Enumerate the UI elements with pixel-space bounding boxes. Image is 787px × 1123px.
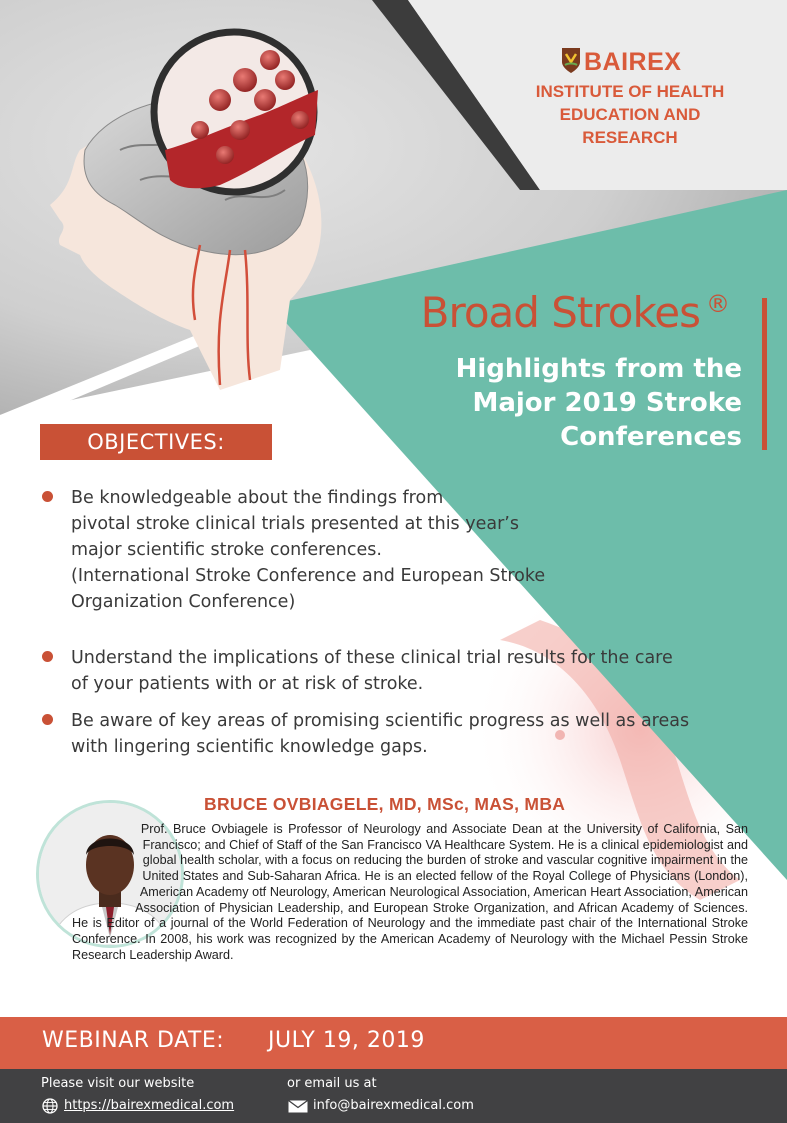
website-link[interactable]: https://bairexmedical.com — [64, 1098, 235, 1113]
website-label: Please visit our website — [41, 1076, 195, 1091]
objective-line: Organization Conference) — [71, 592, 296, 612]
envelope-icon — [288, 1100, 308, 1113]
objective-line: (International Stroke Conference and European Stroke — [71, 566, 546, 586]
brand-sub-line: INSTITUTE OF HEALTH — [535, 82, 725, 101]
subtitle-line: Highlights from the — [455, 354, 742, 384]
webinar-date: JULY 19, 2019 — [268, 1028, 425, 1053]
objective-line: Be knowledgeable about the findings from — [71, 488, 444, 508]
brand-sub-line: RESEARCH — [582, 128, 678, 147]
webinar-date-label: WEBINAR DATE: — [42, 1028, 225, 1053]
objective-line: Be aware of key areas of promising scientific progress as well as areas — [71, 711, 690, 731]
bairex-shield-logo — [560, 46, 582, 74]
objective-item — [71, 485, 545, 615]
objective-item — [71, 708, 689, 760]
objective-line: Understand the implications of these clinical trial results for the care — [71, 648, 673, 668]
objective-line: of your patients with or at risk of stroke. — [71, 674, 424, 694]
brand-name: BAIREX — [584, 48, 682, 76]
bullet-icon — [42, 491, 53, 502]
bullet-icon — [42, 714, 53, 725]
email-link[interactable]: info@bairexmedical.com — [313, 1098, 474, 1113]
objective-line: with lingering scientific knowledge gaps. — [71, 737, 428, 757]
email-label: or email us at — [287, 1076, 377, 1091]
subtitle-line: Conferences — [560, 422, 742, 452]
objective-line: pivotal stroke clinical trials presented at this year’s — [71, 514, 519, 534]
bullet-icon — [42, 651, 53, 662]
title-accent-bar — [762, 298, 767, 450]
speaker-bio-text: Prof. Bruce Ovbiagele is Professor of Neurology and Associate Dean at the University of California, San Francisco; and Chief of Staff of the San Francisco VA Healthcare System. He is a clinical epidemiologist and global health scholar, with a focus on reducing the burden of stroke and vascular cognitive impairment in the United States and Sub-Saharan Africa. He is an elected fellow of the Royal College of Physicians (London), American Academy otf Neurology, American Neurological Association, American Heart Association, American Association of Physician Leadership, and European Stroke Organization, and African Academy of Sciences. He is Editor of a journal of the World Federation of Neurology and the immediate past chair of the International Stroke Conference. In 2008, his work was recognized by the American Academy of Neurology with the Michael Pessin Stroke Research Leadership Award. — [72, 822, 748, 962]
brand-subtitle — [505, 80, 755, 149]
speaker-bio — [72, 822, 748, 963]
subtitle-line: Major 2019 Stroke — [472, 388, 742, 418]
objective-item — [71, 645, 673, 697]
registered-mark: ® — [706, 290, 730, 318]
page-subtitle — [380, 352, 742, 454]
brand-sub-line: EDUCATION AND — [559, 105, 701, 124]
objective-line: major scientific stroke conferences. — [71, 540, 382, 560]
objectives-heading: OBJECTIVES: — [40, 424, 272, 460]
globe-icon — [42, 1098, 58, 1114]
page-title: Broad Strokes — [420, 288, 700, 337]
speaker-name: BRUCE OVBIAGELE, MD, MSc, MAS, MBA — [204, 794, 566, 814]
